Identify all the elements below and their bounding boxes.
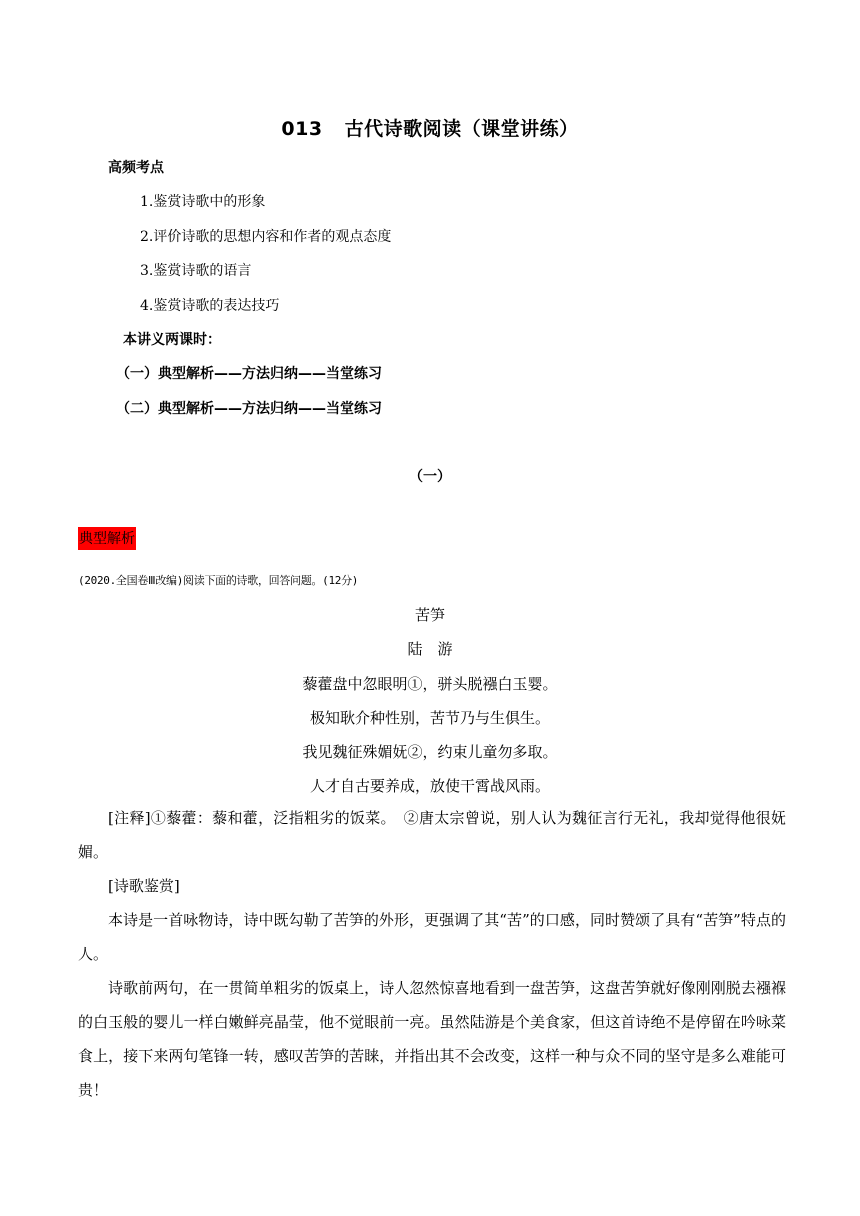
appreciation-paragraph: 本诗是一首咏物诗，诗中既勾勒了苦笋的外形，更强调了其“苦”的口感，同时赞颂了具有“苦笋”特点的人。 <box>78 911 786 963</box>
appreciation-heading: [诗歌鉴赏] <box>108 877 180 895</box>
key-point-item: 4.鉴赏诗歌的表达技巧 <box>140 298 280 314</box>
key-point-item: 3.鉴赏诗歌的语言 <box>140 263 252 279</box>
lesson-title: 古代诗歌阅读（课堂讲练） <box>344 118 579 140</box>
poem-line: 人才自古要养成，放使干霄战风雨。 <box>309 777 550 795</box>
section-badge: 典型解析 <box>78 527 136 550</box>
poem-title: 苦笋 <box>414 606 445 624</box>
question-source: (2020.全国卷Ⅲ改编)阅读下面的诗歌，回答问题。(12分) <box>78 574 359 587</box>
key-point-item: 2.评价诗歌的思想内容和作者的观点态度 <box>140 229 392 245</box>
key-point-item: 1.鉴赏诗歌中的形象 <box>140 194 266 210</box>
poem-author: 陆 游 <box>407 640 453 658</box>
poem-line: 极知耿介种性别，苦节乃与生俱生。 <box>309 709 550 727</box>
poem-line: 藜藿盘中忽眼明①，骈头脱襁白玉婴。 <box>302 675 558 693</box>
page-title <box>0 114 860 141</box>
poem-notes: [注释]①藜藿：藜和藿，泛指粗劣的饭菜。 ②唐太宗曾说，别人认为魏征言行无礼，我却觉得他很妩媚。 <box>78 809 786 861</box>
poem-line: 我见魏征殊媚妩②，约束儿童勿多取。 <box>302 743 558 761</box>
lesson-item: （一）典型解析——方法归纳——当堂练习 <box>116 366 382 382</box>
appreciation-paragraph: 诗歌前两句，在一贯简单粗劣的饭桌上，诗人忽然惊喜地看到一盘苦笋，这盘苦笋就好像刚刚脱去襁褓的白玉般的婴儿一样白嫩鲜亮晶莹，他不觉眼前一亮。虽然陆游是个美食家，但这首诗绝不是停留在吟咏菜食上，接下来两句笔锋一转，感叹苦笋的苦睐，并指出其不会改变，这样一种与众不同的坚守是多么难能可贵！ <box>78 979 786 1099</box>
lesson-item: （二）典型解析——方法归纳——当堂练习 <box>116 401 382 417</box>
section-mark: （一） <box>409 469 451 485</box>
lessons-heading: 本讲义两课时： <box>123 332 221 348</box>
key-points-heading: 高频考点 <box>108 160 164 176</box>
lesson-number: 013 <box>281 118 323 140</box>
